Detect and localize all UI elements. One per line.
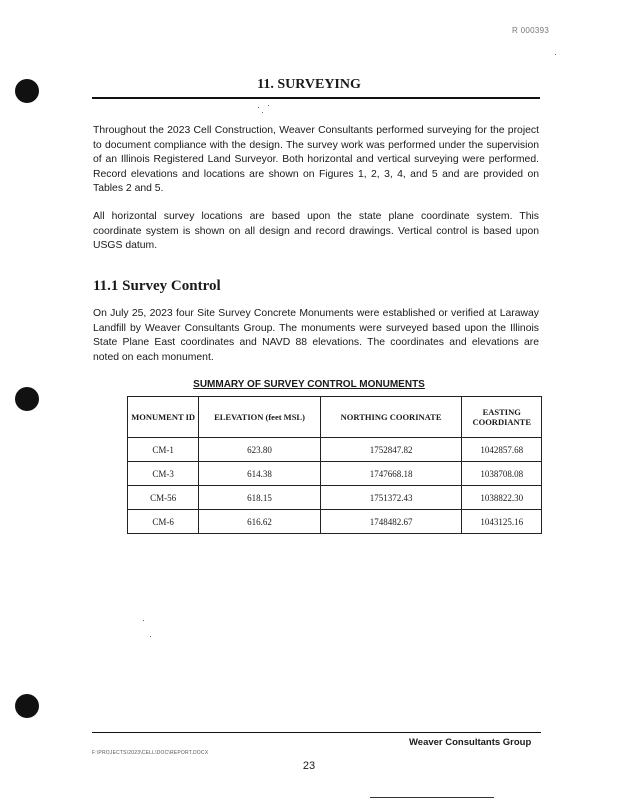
cell-northing: 1751372.43 <box>320 486 462 510</box>
cell-northing: 1747668.18 <box>320 462 462 486</box>
bates-number: R 000393 <box>512 26 550 35</box>
section-paragraph: On July 25, 2023 four Site Survey Concrete Monuments were established or verified at Laraway Landfill by Weaver Consultants Group. The monuments were surveyed based upon the Illinois State Plane East coordinates and NAVD 88 elevations. The coordinates and elevations are noted on each monument. <box>93 308 539 363</box>
table-title: SUMMARY OF SURVEY CONTROL MONUMENTS <box>193 379 425 390</box>
cell-monument-id: CM-6 <box>128 510 199 534</box>
intro-paragraph-1: Throughout the 2023 Cell Construction, Weaver Consultants performed surveying for the project to document compliance with the design. The survey work was performed under the supervision of an Illinois Registered Land Surveyor. Both horizontal and vertical surveying were performed. Record elevations and locations are shown on Figures 1, 2, 3, 4, and 5 and are provided on Tables 2 and 5. <box>93 125 539 195</box>
cell-elevation: 618.15 <box>199 486 320 510</box>
intro-paragraph-2: All horizontal survey locations are based upon the state plane coordinate system. This coordinate system is shown on all design and record drawings. Vertical control is based upon USGS datum. <box>93 211 539 252</box>
title-divider <box>92 97 540 99</box>
cell-elevation: 623.80 <box>199 438 320 462</box>
table-row <box>128 462 542 486</box>
header-elevation: ELEVATION (feet MSL) <box>199 397 320 438</box>
header-monument-id: MONUMENT ID <box>128 397 199 438</box>
scan-speck <box>262 112 263 113</box>
cell-elevation: 616.62 <box>199 510 320 534</box>
table-row <box>128 438 542 462</box>
scan-speck <box>268 105 269 106</box>
scan-speck <box>258 107 259 108</box>
scan-speck <box>555 54 556 55</box>
cell-elevation: 614.38 <box>199 462 320 486</box>
binder-hole-bottom <box>15 694 39 718</box>
scan-speck <box>150 636 151 637</box>
cell-northing: 1752847.82 <box>320 438 462 462</box>
page-title: 11. SURVEYING <box>257 77 361 92</box>
page-number: 23 <box>302 760 316 772</box>
cell-easting: 1038708.08 <box>462 462 542 486</box>
binder-hole-middle <box>15 387 39 411</box>
cell-easting: 1038822.30 <box>462 486 542 510</box>
cell-monument-id: CM-3 <box>128 462 199 486</box>
header-easting: EASTING COORDIANTE <box>462 397 542 438</box>
table-row <box>128 486 542 510</box>
footer-file-path: F:\PROJECTS\2023\CELL\DOC\REPORT.DOCX <box>92 750 209 756</box>
section-heading: 11.1 Survey Control <box>93 278 221 294</box>
cell-monument-id: CM-56 <box>128 486 199 510</box>
bottom-rule <box>370 797 494 798</box>
cell-easting: 1042857.68 <box>462 438 542 462</box>
survey-monuments-table <box>127 396 542 534</box>
cell-easting: 1043125.16 <box>462 510 542 534</box>
footer-company-name: Weaver Consultants Group <box>409 737 532 748</box>
scan-speck <box>143 620 144 621</box>
table-header-row <box>128 397 542 438</box>
header-northing: NORTHING COORINATE <box>320 397 462 438</box>
table-row <box>128 510 542 534</box>
cell-monument-id: CM-1 <box>128 438 199 462</box>
cell-northing: 1748482.67 <box>320 510 462 534</box>
footer-divider <box>92 732 541 733</box>
